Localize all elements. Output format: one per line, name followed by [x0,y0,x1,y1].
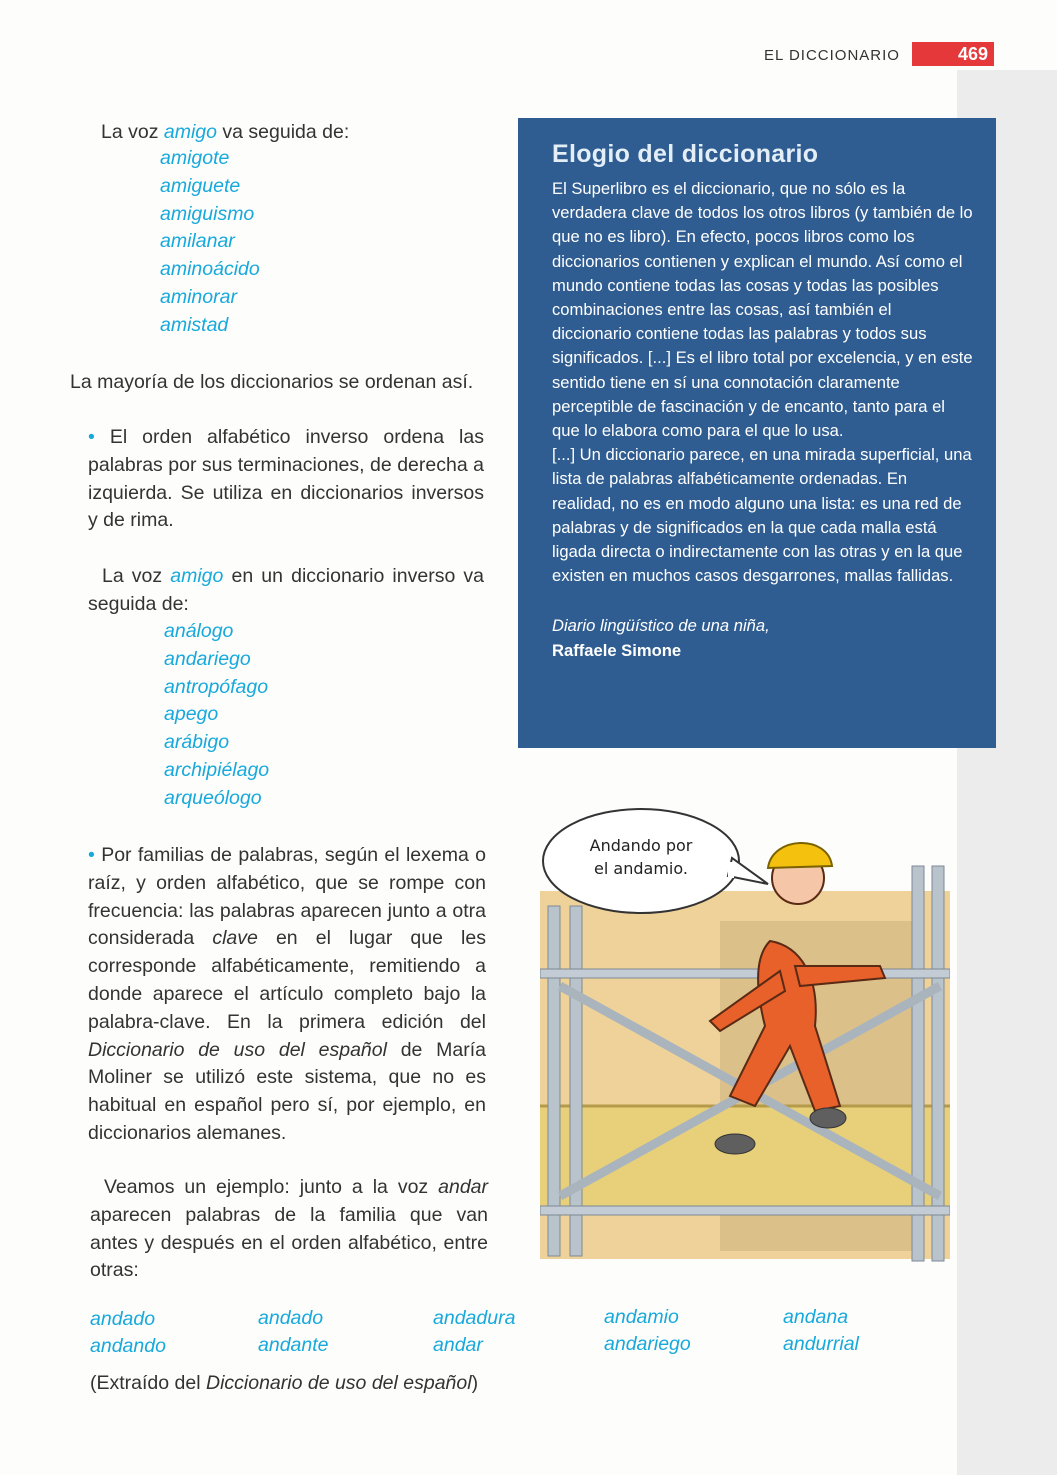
bullet-icon: • [88,426,95,448]
example-text: aparecen palabras de la familia que van antes y después en el orden alfabético, entre otras: [90,1203,488,1282]
list-item: amiguismo [160,202,255,225]
word-list-direct [160,145,260,340]
worker-boot [810,1108,846,1128]
intro-text: va seguida de: [217,121,350,143]
scaffold-rail [540,1206,950,1215]
intro-text: La voz [102,565,171,587]
term-clave: clave [212,927,258,950]
list-item: arábigo [164,731,230,754]
word-column-2 [258,1305,329,1359]
word-item: andar [433,1334,483,1356]
source-note [90,1370,478,1398]
scaffold-rail [540,969,950,978]
list-item: amistad [160,313,229,336]
list-item: análogo [164,620,234,642]
word-item: andando [90,1335,166,1357]
source-title: Diario lingüístico de una niña, [552,616,770,636]
box-paragraph-2: [...] Un diccionario parece, en una mirada superficial, una lista de palabras alfabéticamente ordenadas. En realidad, no es en modo alguno una lista: es una red de palabras y de significados en la que cada malla está ligada directa o indirectamente con las otras y en la que existen en muchos casos desgarrones, mallas fallidas. [552,445,972,586]
scaffold-illustration [540,806,950,1264]
word-column-3 [433,1305,515,1359]
word-item: andadura [433,1307,516,1329]
word-column-5 [783,1304,859,1358]
list-item: amigote [160,147,230,169]
box-title: Elogio del diccionario [552,140,819,168]
intro-text: La voz [101,121,164,143]
book-title: Diccionario de uso del español [205,1372,472,1394]
hard-hat-icon [768,843,832,868]
list-item: archipiélago [164,758,270,781]
list-item: amilanar [160,230,235,253]
scaffold-pole [548,906,560,1256]
running-header: EL DICCIONARIO [764,47,900,64]
example-text: Veamos un ejemplo: junto a la voz [104,1176,439,1198]
intro-amigo-inverse [88,563,484,619]
box-paragraph-1: El Superlibro es el diccionario, que no sólo es la verdadera clave de todos los otros libros (y también de lo que no es libro). En efecto, pocos libros como los diccionarios contienen y explican el mundo. Así como el mundo contiene todas las cosas y todas las posibles combinaciones entre las cosas, así también el diccionario contiene todas las palabras y todos sus significados. [...] Es el libro total por excelencia, y en este sentido tiene en sí una connotación claramente perceptible de fascinación y de encanto, tanto para el que lo elabora como para el que lo usa. [552,179,973,441]
bubble-text-line-2: el andamio. [594,859,688,878]
source-author: Raffaele Simone [552,640,682,660]
list-item: amiguete [160,174,241,197]
word-column-4 [604,1304,691,1358]
example-paragraph [90,1174,488,1285]
word-item: andado [90,1308,156,1330]
list-item: antropófago [164,675,269,698]
page-number: 469 [912,42,994,66]
source-text: (Extraído del [90,1372,206,1394]
word-item: andariego [604,1333,691,1355]
scaffold-pole [912,866,924,1261]
list-item: aminoácido [160,258,260,281]
bullet-text: en el lugar que les corresponde alfabéticamente, remitiendo a donde aparece el artículo completo bajo la palabra-clave. En la primera edición del [88,927,486,1033]
keyword-amigo: amigo [163,121,217,143]
bubble-text-line-1: Andando por [589,836,693,855]
quote-box [518,118,996,748]
word-item: andurrial [783,1333,859,1355]
scaffold-pole [932,866,944,1261]
bullet-text: El orden alfabético inverso ordena las palabras por sus terminaciones, de derecha a izquierda. Se utiliza en diccionarios inversos y de rima. [88,426,484,532]
worker-on-scaffold-image [540,806,950,1264]
book-title: Diccionario de uso del español [88,1038,387,1061]
bullet-text: de María Moliner se utilizó este sistema, que no es habitual en español pero sí, por ejemplo, en diccionarios alemanes. [88,1038,486,1144]
word-list-inverse [164,618,269,813]
keyword-amigo: amigo [170,565,224,587]
source-text: ) [471,1372,479,1394]
bullet-families [88,842,486,1148]
word-column-1 [90,1306,166,1360]
mayoria-text: La mayoría de los diccionarios se ordenan así. [70,371,474,393]
word-item: andana [783,1306,849,1328]
word-item: andado [258,1307,324,1329]
list-item: apego [164,703,219,726]
scaffold-pole [570,906,582,1256]
list-item: aminorar [160,285,237,308]
bullet-inverse-order [88,424,484,535]
bullet-icon: • [88,844,95,866]
list-item: andariego [164,647,251,670]
intro-text: en un diccionario inverso va seguida de: [88,565,485,615]
box-source [552,614,974,662]
worker-boot [715,1134,755,1154]
intro-amigo [101,119,349,147]
scaffold-platform [540,1106,950,1206]
word-item: andamio [604,1306,679,1328]
bullet-text: Por familias de palabras, según el lexema o raíz, y orden alfabético, que se rompe con frecuencia: las palabras aparecen junto a otra considerada [88,844,486,950]
term-andar: andar [438,1176,488,1198]
word-item: andante [258,1334,329,1356]
list-item: arqueólogo [164,786,262,809]
